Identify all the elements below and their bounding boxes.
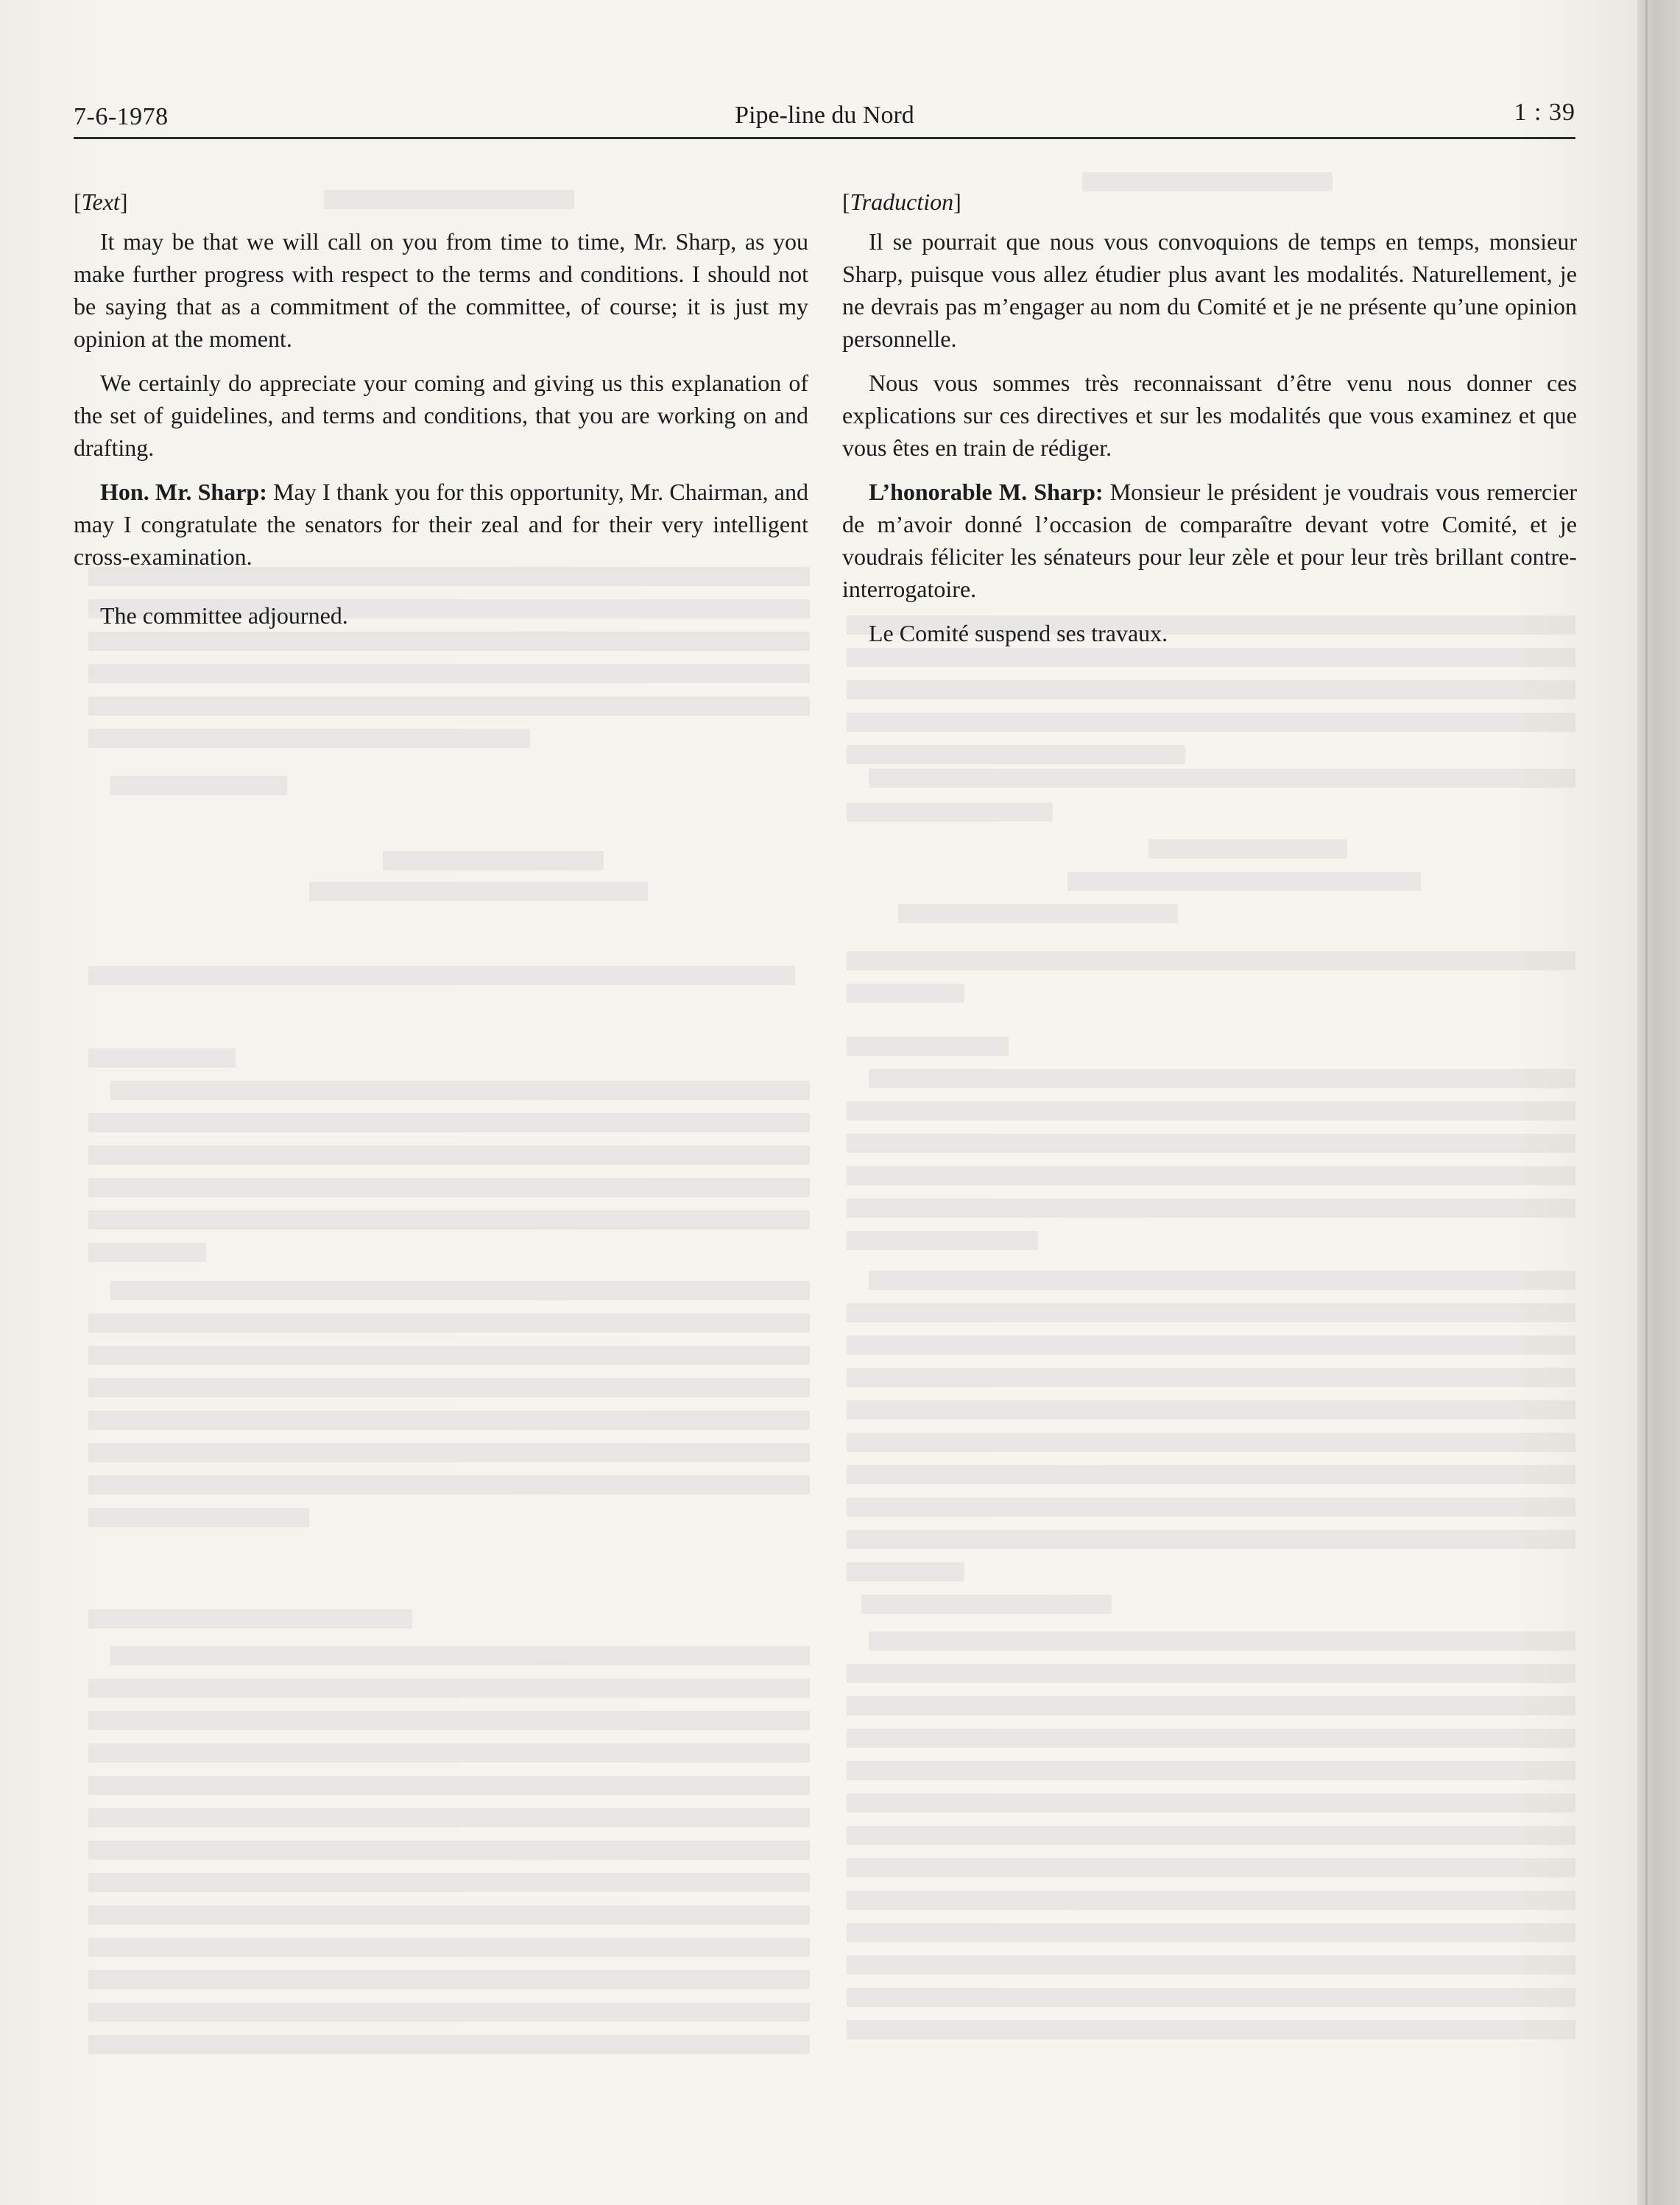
english-speaker-name: Hon. Mr. Sharp: bbox=[100, 479, 267, 505]
binding-line bbox=[1645, 0, 1648, 2205]
page-binding-edge bbox=[1637, 0, 1680, 2205]
french-column-label: [Traduction] bbox=[842, 188, 961, 215]
french-adjournment: Le Comité suspend ses travaux. bbox=[869, 620, 1168, 646]
english-paragraph-1: It may be that we will call on you from time to time, Mr. Sharp, as you make further progress with respect to the terms and conditions. I should not be saying that as a commitment of the committee, of course; it is just my opinion at the moment. bbox=[74, 228, 808, 352]
french-paragraph-3 bbox=[842, 476, 1577, 605]
french-label-text: Traduction bbox=[850, 188, 954, 215]
french-paragraph-2: Nous vous sommes très reconnaissant d’être venu nous donner ces explications sur ces directives et sur les modalités que vous examinez et que vous êtes en train de rédiger. bbox=[842, 370, 1577, 461]
english-speaker-text: May I thank you for this opportunity, Mr. Chairman, and may I congratulate the senators for their zeal and for their very intelligent cross-examination. bbox=[74, 479, 809, 570]
french-paragraph-1: Il se pourrait que nous vous convoquions de temps en temps, monsieur Sharp, puisque vous allez étudier plus avant les modalités. Naturellement, je ne devrais pas m’engager au nom du Comité et je ne présente qu’une opinion personnelle. bbox=[842, 228, 1577, 352]
header-title: Pipe-line du Nord bbox=[735, 102, 914, 129]
running-header bbox=[74, 96, 1575, 139]
french-speaker-name: L’honorable M. Sharp: bbox=[869, 479, 1104, 505]
english-paragraph-3 bbox=[74, 476, 808, 573]
header-page-number: 1 : 39 bbox=[1514, 99, 1575, 126]
english-label-text: Text bbox=[81, 188, 120, 215]
french-column bbox=[842, 186, 1577, 661]
english-adjournment: The committee adjourned. bbox=[100, 602, 348, 629]
english-column bbox=[74, 186, 808, 643]
english-column-label: [Text] bbox=[74, 188, 128, 215]
english-paragraph-2: We certainly do appreciate your coming and giving us this explanation of the set of guidelines, and terms and conditions, that you are working on and drafting. bbox=[74, 370, 808, 461]
french-speaker-text: Monsieur le président je voudrais vous remercier de m’avoir donné l’occasion de comparaître devant votre Comité, et je voudrais féliciter les sénateurs pour leur zèle et pour leur très brillant contre-interrogatoire. bbox=[842, 479, 1578, 602]
header-date: 7-6-1978 bbox=[74, 103, 169, 130]
